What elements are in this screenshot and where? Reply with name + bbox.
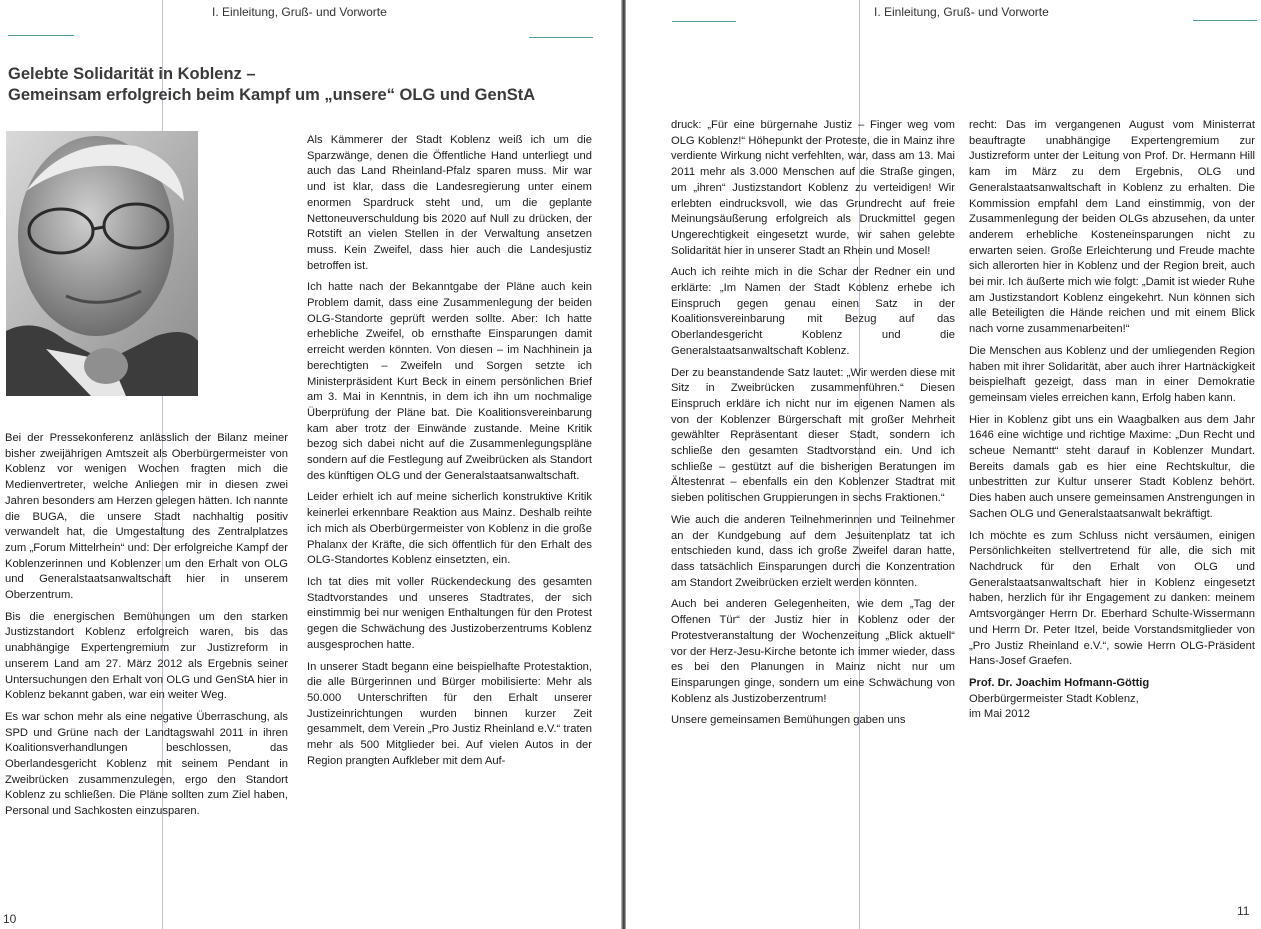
signature-block — [969, 676, 1255, 723]
signature-title: Oberbürgermeister Stadt Koblenz, — [969, 692, 1139, 705]
section-header: I. Einleitung, Gruß- und Vorworte — [212, 5, 387, 19]
paragraph: Ich hatte nach der Bekanntgabe der Pläne auch kein Problem damit, dass eine Zusammenlegung der beiden OLG-Standorte geprüft werden sollte. Aber: Ich hatte erhebliche Zweifel, ob ernsthafte Einsparungen damit erreicht werden könnten. Von diesen – im Nachhinein ja berechtigten – Zweifeln und Sorgen setzte ich Ministerpräsident Kurt Beck in einem persönlichen Brief am 3. Mai in Kenntnis, in dem ich ihn um nochmalige Überprüfung der Pläne bat. Die Koalitionsvereinbarung kam aber trotz der Einwände zustande. Meine Kritik bezog sich dabei nicht auf die Zusammenlegungspläne sondern auf die Festlegung auf Zweibrücken als Standort des künftigen OLG und der Generalstaatsanwaltschaft. — [307, 281, 592, 482]
portrait-photo — [6, 131, 198, 396]
right-page-column-2 — [969, 118, 1255, 723]
portrait-icon — [6, 131, 198, 396]
section-header: I. Einleitung, Gruß- und Vorworte — [874, 5, 1049, 19]
headline-line-1: Gelebte Solidarität in Koblenz – — [8, 65, 256, 83]
left-page-column-2 — [307, 133, 592, 775]
right-page — [626, 0, 1261, 929]
header-rule-left — [672, 21, 736, 22]
paragraph: Auch ich reihte mich in die Schar der Redner ein und erklärte: „Im Namen der Stadt Koblenz erhebe ich Einspruch gegen genau einen Satz in der Koalitionsvereinbarung mit Bezug auf das Oberlandesgericht Koblenz und die Generalstaatsanwaltschaft Koblenz. — [671, 266, 955, 357]
paragraph: Als Kämmerer der Stadt Koblenz weiß ich um die Sparzwänge, denen die Öffentliche Hand unterliegt und auch das Land Rheinland-Pfalz sparen muss. Mir war und ist klar, dass die Landesregierung unter einem enormen Spardruck steht und, um die geplante Nettoneuverschuldung bis 2020 auf Null zu drücken, der Rotstift an vielen Stellen in der Verwaltung ansetzen muss. Kein Zweifel, dass hier auch die Landesjustiz betroffen ist. — [307, 134, 592, 272]
signature-name: Prof. Dr. Joachim Hofmann-Göttig — [969, 676, 1150, 689]
paragraph: Der zu beanstandende Satz lautet: „Wir werden diese mit Sitz in Zweibrücken zusammenführen.“ Diesen Einspruch erkläre ich nicht nur im eigenen Namen als von der Koblenzer Bürgerschaft mit großer Mehrheit gewählter Repräsentant dieser Stadt, sondern ich schließe den gesamten Stadtvorstand ein. Und ich schließe – gestützt auf die bisherigen Beratungen im Ältestenrat – ebenfalls ein den Koblenzer Stadtrat mit sieben politischen Gruppierungen in sechs Fraktionen.“ — [671, 366, 955, 505]
paragraph: Die Menschen aus Koblenz und der umliegenden Region haben mit ihrer Solidarität, aber auch ihrer Hartnäckigkeit beispielhaft gezeigt, dass man in einer Demokratie gemeinsam vieles erreichen kann, Erfolg haben kann. — [969, 344, 1255, 404]
article-headline — [8, 64, 535, 106]
paragraph: Bei der Pressekonferenz anlässlich der Bilanz meiner bisher zweijährigen Amtszeit als Oberbürgermeister von Koblenz vor wenigen Wochen fragten mich die Medienvertreter, welche Anliegen mir in diesen zwei Jahren besonders am Herzen gelegen hätten. Ich nannte die BUGA, die unsere Stadt nachhaltig positiv verwandelt hat, die Umgestaltung des Zentralplatzes zum „Forum Mittelrhein“ und: Der erfolgreiche Kampf der Koblenzerinnen und Koblenzer um den Erhalt von OLG und Generalstaatsanwaltschaft hier in unserem Oberzentrum. — [5, 432, 288, 602]
header-rule-right — [529, 37, 593, 38]
header-rule-left — [8, 35, 74, 36]
page-number-right: 11 — [1237, 904, 1250, 918]
paragraph: In unserer Stadt begann eine beispielhafte Protestaktion, die alle Bürgerinnen und Bürger mobilisierte: Mehr als 50.000 Unterschriften für den Erhalt unserer Justizeinrichtungen wurden binnen kurzer Zeit gesammelt, dem Verein „Pro Justiz Rheinland e.V.“ traten mehr als 500 Mitglieder bei. Auf vielen Autos in der Region prangten Aufkleber mit dem Auf- — [307, 660, 592, 767]
paragraph: recht: Das im vergangenen August vom Ministerrat beauftragte unabhängige Expertengremium zur Justizreform unter der Leitung von Prof. Dr. Hermann Hill kam im März zu dem Ergebnis, OLG und Generalstaatsanwaltschaft in Koblenz zu erhalten. Die Kommission empfahl dem Land einstimmig, von der Zusammenlegung der beiden OLGs abzusehen, da unter anderem erhebliche Kosteneinsparungen nicht zu erwarten seien. Große Erleichterung und Freude machte sich allerorten hier in Koblenz und der Region breit, auch bei mir. Ich äußerte mich wie folgt: „Damit ist wieder Ruhe am Justizstandort Koblenz eingekehrt. Nun können sich alle Beteiligten die Hände reichen und mit einem Blick nach vorne zusammenarbeiten!“ — [969, 119, 1256, 336]
paragraph: Hier in Koblenz gibt uns ein Waagbalken aus dem Jahr 1646 eine wichtige und richtige Maxime: „Dun Recht und scheue Nemantt“ steht darauf in Koblenzer Mundart. Bereits damals gab es hier eine Rechtskultur, die unbestritten zur Kultur unserer Stadt Koblenz behört. Dies haben auch unsere gemeinsamen Anstrengungen in Sachen OLG und Generalstaatsanwalt bekräftigt. — [969, 413, 1255, 520]
paragraph: Wie auch die anderen Teilnehmerinnen und Teilnehmer an der Kundgebung auf dem Jesuitenplatz tat ich entschieden kund, dass ich große Zweifel daran hatte, dass tatsächlich Einsparungen durch die Konzentration am Standort Zweibrücken erzielt werden könnten. — [671, 513, 955, 589]
signature-date: im Mai 2012 — [969, 708, 1030, 721]
headline-line-2: Gemeinsam erfolgreich beim Kampf um „unsere“ OLG und GenStA — [8, 86, 536, 104]
left-page — [0, 0, 621, 929]
header-rule-right — [1193, 20, 1257, 21]
paragraph: Ich möchte es zum Schluss nicht versäumen, einigen Persönlichkeiten stellvertretend für alle, die sich mit Nachdruck für den Erhalt von OLG und Generalstaatsanwaltschaft hier in Koblenz eingesetzt haben, herzlich für ihr Engagement zu danken: meinem Amtsvorgänger Herrn Dr. Eberhard Schulte-Wissermann und Herrn Dr. Peter Itzel, beide Vorstandsmitglieder von „Pro Justiz Rheinland e.V.“, sowie Herrn OLG-Präsident Hans-Josef Graefen. — [969, 529, 1255, 668]
paragraph: Es war schon mehr als eine negative Überraschung, als SPD und Grüne nach der Landtagswahl 2011 in ihren Koalitionsverhandlungen beschlossen, das Oberlandesgericht Koblenz mit seinem Pendant in Zweibrücken zusammenzulegen, ergo den Standort Koblenz zu schließen. Die Pläne sollten zum Ziel haben, Personal und Sachkosten einzusparen. — [5, 710, 288, 818]
left-page-column-1 — [5, 431, 288, 826]
paragraph: Ich tat dies mit voller Rückendeckung des gesamten Stadtvorstandes und unseres Stadtrates, der sich einstimmig bei nur wenigen Enthaltungen für den Protest gegen die Schwächung des Justizoberzentrums Koblenz ausgesprochen hatte. — [307, 575, 592, 651]
page-number-left: 10 — [3, 912, 17, 926]
paragraph: druck: „Für eine bürgernahe Justiz – Finger weg vom OLG Koblenz!“ Höhepunkt der Proteste, die in Mainz ihre verdiente Wirkung nicht verfehlten, war, dass am 13. Mai 2011 mehr als 3.000 Menschen auf die Straße gingen, um „ihren“ Justizstandort Koblenz zu verteidigen! Wir erlebten eindrucksvoll, wie das Grundrecht auf freie Meinungsäußerung erfolgreich als Druckmittel gegen Ungerechtigkeit eingesetzt wurde, wir sahen gelebte Solidarität hier in unserer Stadt an Rhein und Mosel! — [671, 119, 955, 257]
paragraph: Auch bei anderen Gelegenheiten, wie dem „Tag der Offenen Tür“ der Justiz hier in Koblenz oder der Protestveranstaltung der Wochenzeitung „Blick aktuell“ vor der Herz-Jesu-Kirche betonte ich immer wieder, dass es bei den Planungen in Mainz nicht nur um Einsparungen ginge, sondern um eine Schwächung von Koblenz als Justizoberzentrum! — [671, 598, 955, 705]
paragraph: Bis die energischen Bemühungen um den starken Justizstandort Koblenz erfolgreich waren, bis das unabhängige Expertengremium zur Justizreform in unserem Land am 27. März 2012 als Ergebnis seiner Untersuchungen den Erhalt von OLG und GenStA hier in Koblenz bekannt gaben, war ein weiter Weg. — [5, 610, 288, 702]
paragraph: Unsere gemeinsamen Bemühungen gaben uns — [671, 714, 906, 727]
paragraph: Leider erhielt ich auf meine sicherlich konstruktive Kritik keinerlei erkennbare Reaktion aus Mainz. Deshalb reihte ich mich als Oberbürgermeister von Koblenz in die große Phalanx der Kräfte, die sich öffentlich für den Erhalt des OLG-Standortes Koblenz einsetzten, ein. — [307, 491, 592, 567]
right-page-column-1 — [671, 118, 955, 735]
